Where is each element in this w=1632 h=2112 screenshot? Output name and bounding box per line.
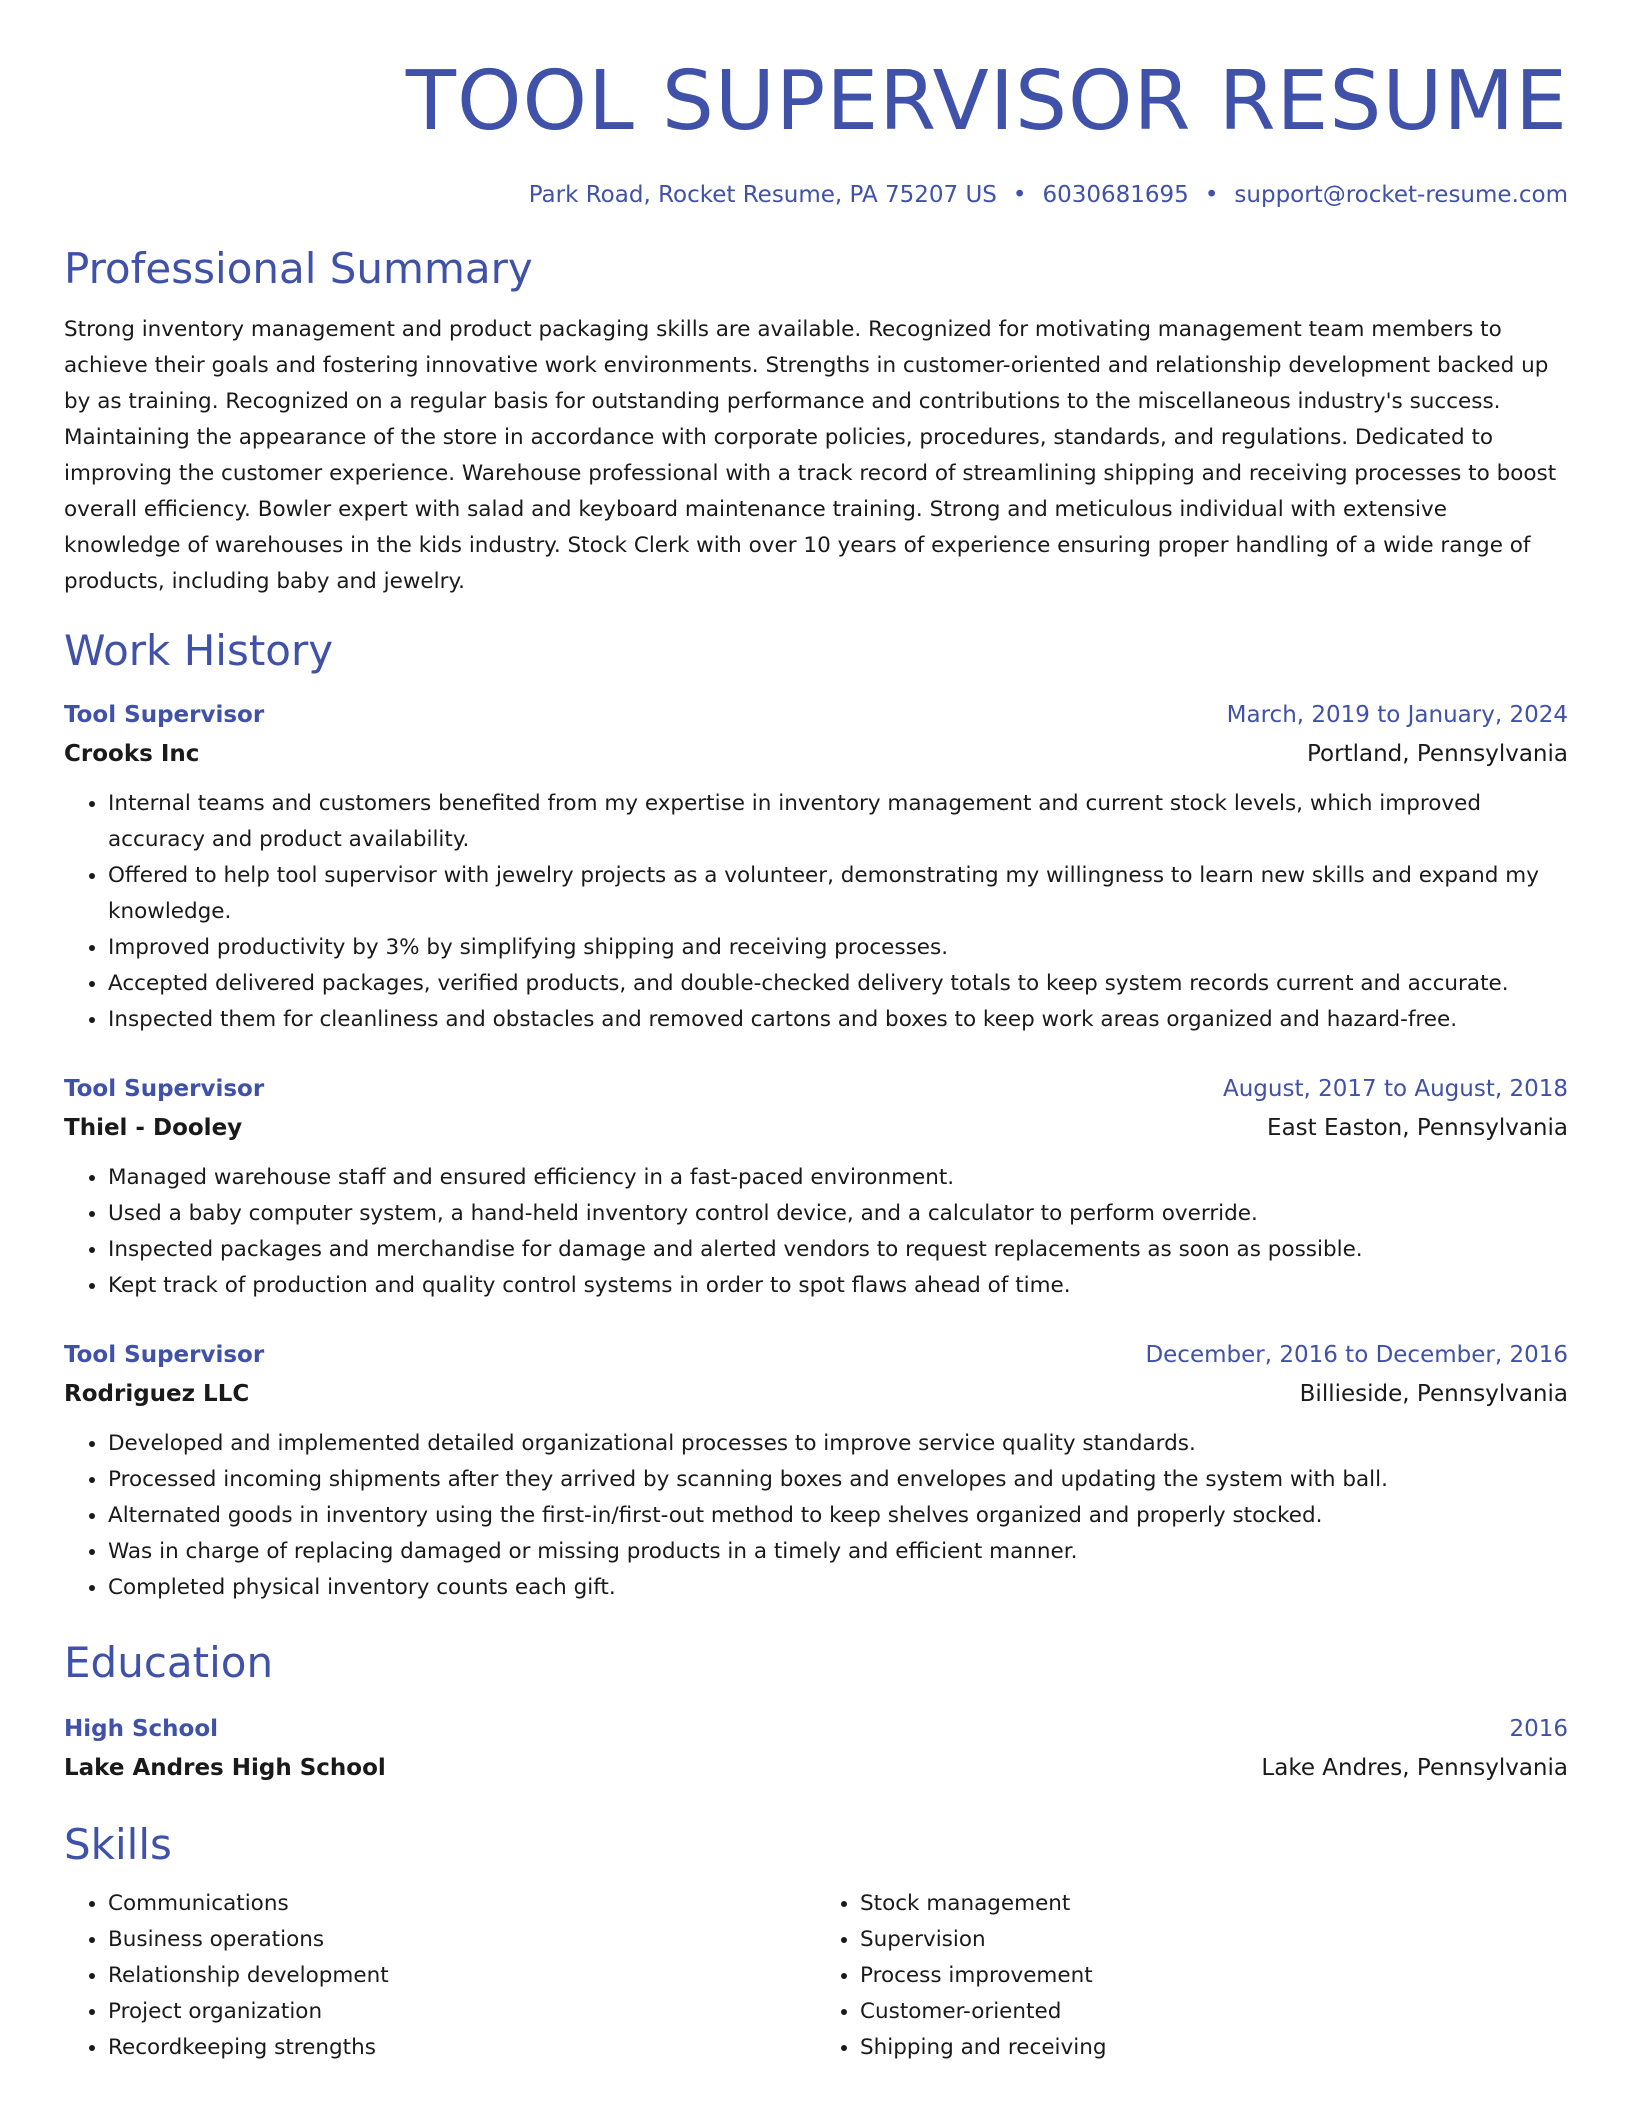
job-bullet: • Processed incoming shipments after they arrived by scanning boxes and envelopes and updating the system with ball. — [108, 1462, 1568, 1498]
education-year: 2016 — [1509, 1716, 1568, 1742]
skill-item: • Shipping and receiving — [860, 2030, 1568, 2066]
job-entry — [64, 1070, 1568, 1304]
job-bullet: • Improved productivity by 3% by simplifying shipping and receiving processes. — [108, 930, 1568, 966]
job-company: Thiel - Dooley — [64, 1115, 243, 1141]
skills-heading: Skills — [64, 1820, 172, 1869]
skills-column-right — [816, 1886, 1568, 2066]
job-entry — [64, 696, 1568, 1038]
job-bullet: • Inspected packages and merchandise for damage and alerted vendors to request replacements as soon as possible. — [108, 1232, 1568, 1268]
work-history-heading: Work History — [64, 626, 334, 675]
job-bullet: • Alternated goods in inventory using the first-in/first-out method to keep shelves organized and properly stocked. — [108, 1498, 1568, 1534]
contact-separator: • — [1012, 182, 1027, 208]
job-bullet: • Managed warehouse staff and ensured efficiency in a fast-paced environment. — [108, 1160, 1568, 1196]
contact-separator: • — [1204, 182, 1219, 208]
job-bullet: • Inspected them for cleanliness and obstacles and removed cartons and boxes to keep work areas organized and hazard-free. — [108, 1002, 1568, 1038]
education-school: Lake Andres High School — [64, 1755, 386, 1781]
skill-item: • Project organization — [108, 1994, 816, 2030]
contact-address: Park Road, Rocket Resume, PA 75207 US — [528, 182, 997, 208]
job-entry — [64, 1336, 1568, 1606]
skill-item: • Process improvement — [860, 1958, 1568, 1994]
job-title: Tool Supervisor — [64, 1342, 265, 1368]
job-bullet: • Developed and implemented detailed organizational processes to improve service quality standards. — [108, 1426, 1568, 1462]
skill-item: • Recordkeeping strengths — [108, 2030, 816, 2066]
summary-text: Strong inventory management and product packaging skills are available. Recognized for motivating management team members to achieve their goals and fostering innovative work environments. Strengths in customer-oriented and relationship development backed up by as training. Recognized on a regular basis for outstanding performance and contributions to the miscellaneous industry's success. Maintaining the appearance of the store in accordance with corporate policies, procedures, standards, and regulations. Dedicated to improving the customer experience. Warehouse professional with a track record of streamlining shipping and receiving processes to boost overall efficiency. Bowler expert with salad and keyboard maintenance training. Strong and meticulous individual with extensive knowledge of warehouses in the kids industry. Stock Clerk with over 10 years of experience ensuring proper handling of a wide range of products, including baby and jewelry. — [64, 317, 1557, 594]
skill-item: • Supervision — [860, 1922, 1568, 1958]
job-bullet: • Accepted delivered packages, verified products, and double-checked delivery totals to keep system records current and accurate. — [108, 966, 1568, 1002]
job-bullet: • Was in charge of replacing damaged or missing products in a timely and efficient manner. — [108, 1534, 1568, 1570]
job-bullets — [64, 1160, 1568, 1304]
education-location: Lake Andres, Pennsylvania — [1261, 1755, 1568, 1781]
job-location: East Easton, Pennsylvania — [1267, 1115, 1568, 1141]
skill-item: • Stock management — [860, 1886, 1568, 1922]
job-bullet: • Offered to help tool supervisor with jewelry projects as a volunteer, demonstrating my willingness to learn new skills and expand my knowledge. — [108, 858, 1568, 930]
skill-item: • Customer-oriented — [860, 1994, 1568, 2030]
skill-item: • Relationship development — [108, 1958, 816, 1994]
education-entry — [64, 1710, 1568, 1788]
job-dates: December, 2016 to December, 2016 — [1145, 1342, 1568, 1368]
job-bullet: • Used a baby computer system, a hand-held inventory control device, and a calculator to perform override. — [108, 1196, 1568, 1232]
job-title: Tool Supervisor — [64, 1076, 265, 1102]
job-location: Portland, Pennsylvania — [1307, 741, 1568, 767]
job-bullet: • Completed physical inventory counts each gift. — [108, 1570, 1568, 1606]
job-bullet: • Internal teams and customers benefited from my expertise in inventory management and current stock levels, which improved accuracy and product availability. — [108, 786, 1568, 858]
job-bullets — [64, 786, 1568, 1038]
job-bullets — [64, 1426, 1568, 1606]
job-bullet: • Kept track of production and quality control systems in order to spot flaws ahead of time. — [108, 1268, 1568, 1304]
education-heading: Education — [64, 1638, 274, 1687]
skill-item: • Communications — [108, 1886, 816, 1922]
contact-email: support@rocket-resume.com — [1234, 182, 1568, 208]
contact-line — [64, 178, 1568, 212]
resume-title: TOOL SUPERVISOR RESUME — [405, 54, 1568, 149]
skills-list — [64, 1886, 1568, 2066]
education-degree: High School — [64, 1716, 219, 1742]
job-company: Crooks Inc — [64, 741, 200, 767]
summary-heading: Professional Summary — [64, 244, 533, 293]
contact-phone: 6030681695 — [1042, 182, 1189, 208]
skill-item: • Business operations — [108, 1922, 816, 1958]
job-title: Tool Supervisor — [64, 702, 265, 728]
job-location: Billieside, Pennsylvania — [1299, 1381, 1568, 1407]
job-dates: August, 2017 to August, 2018 — [1223, 1076, 1568, 1102]
job-dates: March, 2019 to January, 2024 — [1226, 702, 1568, 728]
job-company: Rodriguez LLC — [64, 1381, 250, 1407]
skills-column-left — [64, 1886, 816, 2066]
